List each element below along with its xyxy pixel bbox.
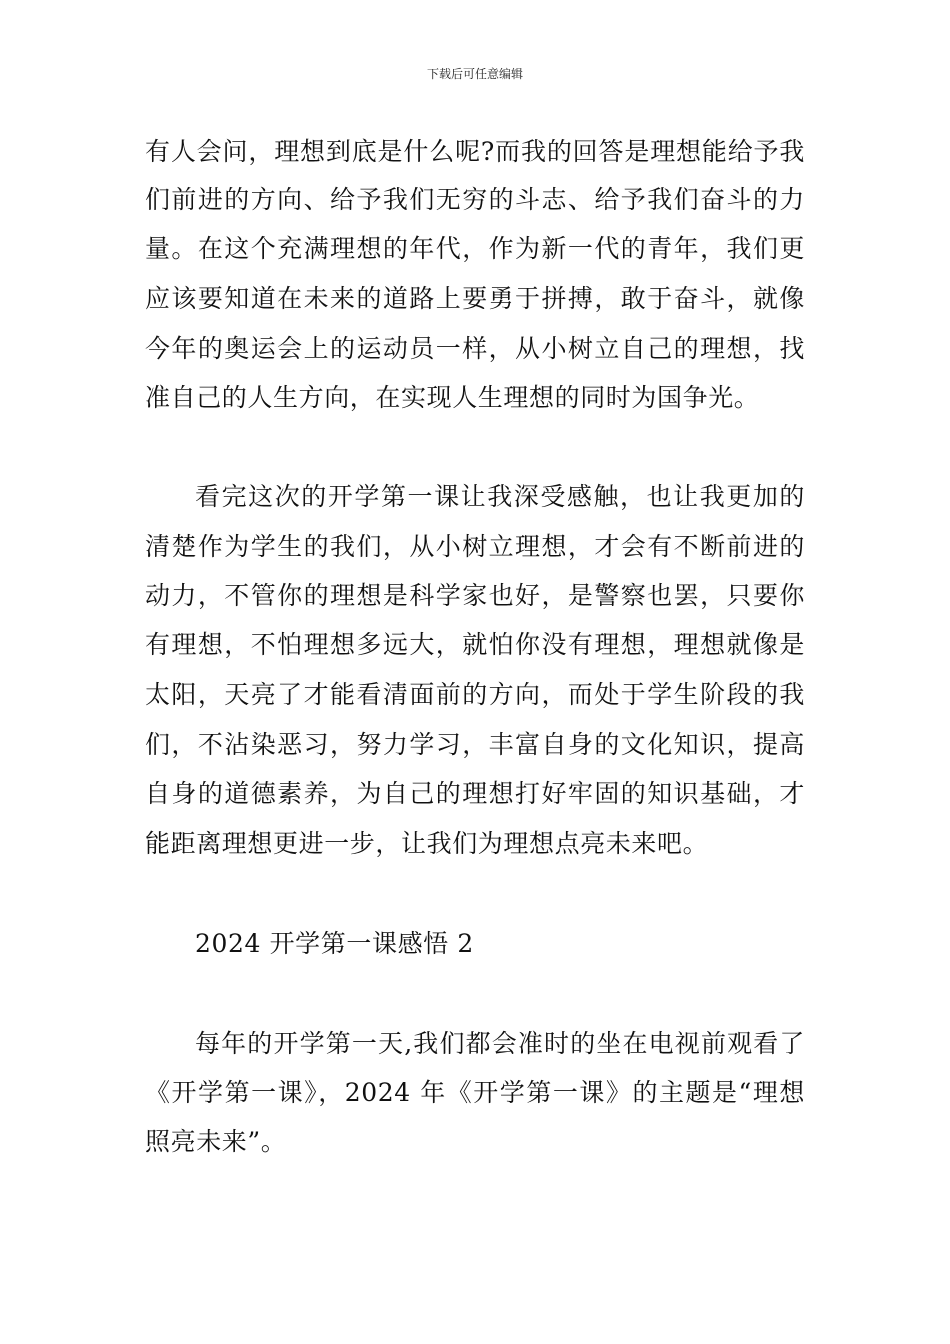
text-line: 太阳，天亮了才能看清面前的方向，而处于学生阶段的我 — [145, 680, 805, 709]
text-line: 们前进的方向、给予我们无穷的斗志、给予我们奋斗的力 — [145, 185, 805, 214]
text-line: 每年的开学第一天,我们都会准时的坐在电视前观看了 — [195, 1029, 805, 1058]
text-line: 《开学第一课》，2024 年《开学第一课》的主题是“理想 — [145, 1078, 805, 1107]
text-line: 有理想，不怕理想多远大，就怕你没有理想，理想就像是 — [145, 630, 805, 659]
text-line: 看完这次的开学第一课让我深受感触，也让我更加的 — [195, 482, 805, 511]
text-line: 动力，不管你的理想是科学家也好，是警察也罢，只要你 — [145, 581, 805, 610]
text-line: 应该要知道在未来的道路上要勇于拼搏，敢于奋斗，就像 — [145, 284, 805, 313]
text-line: 照亮未来”。 — [145, 1127, 287, 1156]
section-heading: 2024 开学第一课感悟 2 — [195, 929, 474, 958]
text-line: 清楚作为学生的我们，从小树立理想，才会有不断前进的 — [145, 532, 805, 561]
text-line: 有人会问，理想到底是什么呢?而我的回答是理想能给予我 — [145, 137, 805, 166]
text-line: 准自己的人生方向，在实现人生理想的同时为国争光。 — [145, 383, 760, 412]
text-line: 自身的道德素养，为自己的理想打好牢固的知识基础，才 — [145, 779, 805, 808]
text-line: 量。在这个充满理想的年代，作为新一代的青年，我们更 — [145, 234, 805, 263]
text-line: 们，不沾染恶习，努力学习，丰富自身的文化知识，提高 — [145, 730, 805, 759]
text-line: 今年的奥运会上的运动员一样，从小树立自己的理想，找 — [145, 334, 805, 363]
page-header: 下载后可任意编辑 — [426, 67, 523, 81]
text-line: 能距离理想更进一步，让我们为理想点亮未来吧。 — [145, 829, 709, 858]
